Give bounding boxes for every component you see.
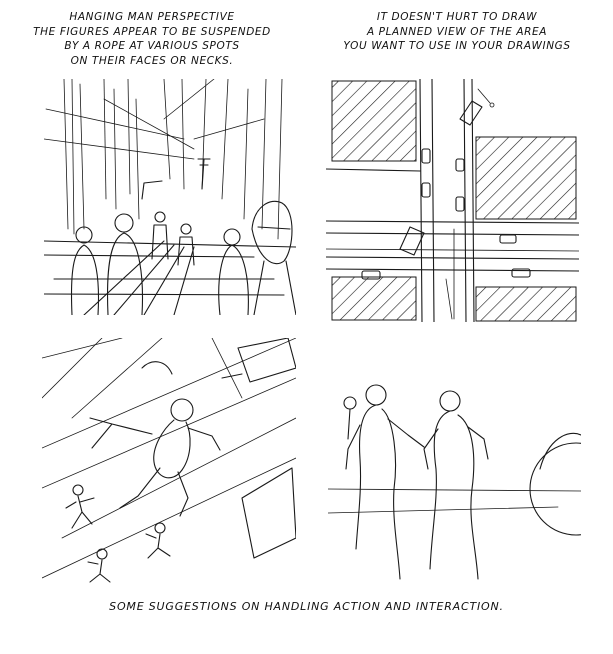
horizon-and-street xyxy=(44,241,296,315)
panel-overhead-street-plan xyxy=(326,79,579,322)
caption-line: THE FIGURES APPEAR TO BE SUSPENDED xyxy=(33,25,271,38)
caption-planned-view xyxy=(318,10,596,54)
small-figures xyxy=(66,485,170,582)
building-block xyxy=(332,81,416,161)
building-block xyxy=(476,287,576,321)
street-perspective xyxy=(42,338,296,578)
figure-center xyxy=(424,391,488,579)
street-plan-sketch xyxy=(326,79,579,322)
cars xyxy=(222,338,296,558)
street-lamp xyxy=(142,159,210,199)
figure-left xyxy=(344,385,424,579)
perspective-sketch xyxy=(44,79,296,315)
caption-line: A PLANNED VIEW OF THE AREA xyxy=(366,25,548,38)
panel-action xyxy=(42,338,296,586)
caption-suggestions: SOME SUGGESTIONS ON HANDLING ACTION AND INTERACTION. xyxy=(109,600,504,613)
building-lines xyxy=(44,79,282,239)
panel-interaction xyxy=(328,339,581,587)
panel-hanging-man-perspective xyxy=(44,79,296,315)
interaction-sketch xyxy=(328,339,581,587)
caption-line: BY A ROPE AT VARIOUS SPOTS xyxy=(64,40,240,52)
caption-line: IT DOESN'T HURT TO DRAW xyxy=(376,11,538,23)
caption-line: YOU WANT TO USE IN YOUR DRAWINGS xyxy=(343,40,571,52)
action-sketch xyxy=(42,338,296,586)
caption-line: HANGING MAN PERSPECTIVE xyxy=(69,11,235,23)
building-block xyxy=(476,137,576,219)
caption-line: ON THEIR FACES OR NECKS. xyxy=(70,54,234,67)
building-block xyxy=(332,277,416,320)
figure-right xyxy=(530,433,581,535)
ground-lines xyxy=(328,489,581,513)
caption-hanging-man xyxy=(18,10,286,68)
